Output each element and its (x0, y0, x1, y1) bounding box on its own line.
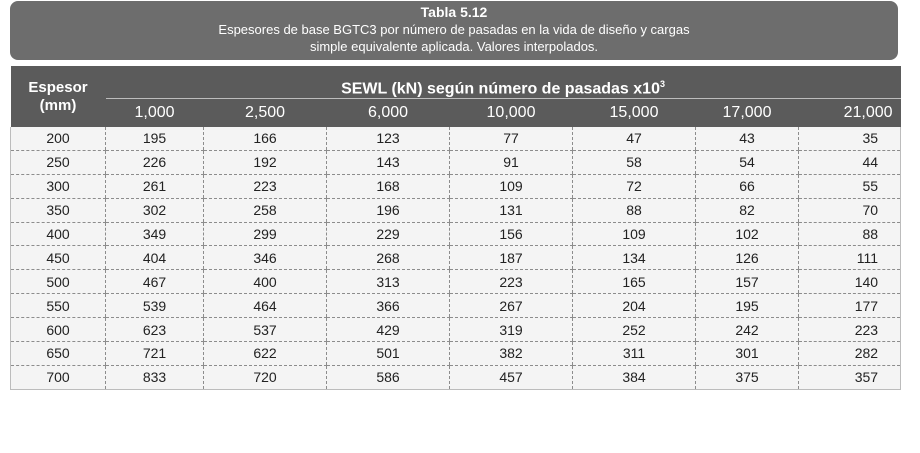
value-cell: 43 (696, 127, 799, 150)
header-espesor-label: Espesor (28, 78, 88, 96)
value-cell: 123 (327, 127, 450, 150)
value-cell: 375 (696, 365, 799, 389)
column-header: 1,000 (106, 99, 204, 128)
table-row (11, 246, 901, 270)
caption-title: Tabla 5.12 (420, 4, 488, 20)
value-cell: 623 (106, 318, 204, 342)
value-cell: 165 (573, 270, 696, 294)
value-cell: 72 (573, 174, 696, 198)
caption-line-1: Espesores de base BGTC3 por número de pasadas en la vida de diseño y cargas (218, 22, 690, 37)
value-cell: 35 (799, 127, 901, 150)
column-header-row (11, 99, 901, 128)
value-cell: 223 (799, 318, 901, 342)
value-cell: 366 (327, 294, 450, 318)
value-cell: 44 (799, 150, 901, 174)
value-cell: 501 (327, 342, 450, 366)
value-cell: 88 (799, 222, 901, 246)
espesor-cell: 500 (11, 270, 106, 294)
value-cell: 357 (799, 365, 901, 389)
value-cell: 539 (106, 294, 204, 318)
value-cell: 126 (696, 246, 799, 270)
column-header: 21,000 (799, 99, 901, 128)
header-espesor-unit: (mm) (39, 96, 77, 114)
table-row (11, 150, 901, 174)
value-cell: 166 (204, 127, 327, 150)
value-cell: 82 (696, 198, 799, 222)
value-cell: 223 (450, 270, 573, 294)
table-row (11, 270, 901, 294)
espesor-cell: 650 (11, 342, 106, 366)
espesor-cell: 200 (11, 127, 106, 150)
value-cell: 134 (573, 246, 696, 270)
value-cell: 192 (204, 150, 327, 174)
header-sewl-group (106, 66, 901, 99)
value-cell: 429 (327, 318, 450, 342)
table-row (11, 127, 901, 150)
value-cell: 319 (450, 318, 573, 342)
value-cell: 267 (450, 294, 573, 318)
value-cell: 400 (204, 270, 327, 294)
value-cell: 537 (204, 318, 327, 342)
espesor-cell: 550 (11, 294, 106, 318)
espesor-cell: 250 (11, 150, 106, 174)
header-sewl-label: SEWL (kN) según número de pasadas x10 (341, 80, 660, 97)
header-sewl-superscript: 3 (659, 78, 665, 89)
value-cell: 77 (450, 127, 573, 150)
espesor-cell: 700 (11, 365, 106, 389)
value-cell: 187 (450, 246, 573, 270)
espesor-cell: 400 (11, 222, 106, 246)
value-cell: 55 (799, 174, 901, 198)
value-cell: 242 (696, 318, 799, 342)
table-row (11, 222, 901, 246)
value-cell: 586 (327, 365, 450, 389)
value-cell: 196 (327, 198, 450, 222)
value-cell: 346 (204, 246, 327, 270)
value-cell: 111 (799, 246, 901, 270)
value-cell: 131 (450, 198, 573, 222)
value-cell: 195 (696, 294, 799, 318)
espesor-cell: 350 (11, 198, 106, 222)
table-row (11, 198, 901, 222)
column-header: 17,000 (696, 99, 799, 128)
column-header: 6,000 (327, 99, 450, 128)
value-cell: 223 (204, 174, 327, 198)
value-cell: 204 (573, 294, 696, 318)
value-cell: 168 (327, 174, 450, 198)
value-cell: 66 (696, 174, 799, 198)
value-cell: 143 (327, 150, 450, 174)
value-cell: 721 (106, 342, 204, 366)
value-cell: 47 (573, 127, 696, 150)
table-body (11, 127, 901, 389)
value-cell: 384 (573, 365, 696, 389)
value-cell: 833 (106, 365, 204, 389)
value-cell: 311 (573, 342, 696, 366)
value-cell: 140 (799, 270, 901, 294)
value-cell: 177 (799, 294, 901, 318)
value-cell: 457 (450, 365, 573, 389)
caption-line-2: simple equivalente aplicada. Valores interpolados. (309, 39, 599, 54)
espesor-cell: 600 (11, 318, 106, 342)
value-cell: 464 (204, 294, 327, 318)
value-cell: 88 (573, 198, 696, 222)
value-cell: 195 (106, 127, 204, 150)
value-cell: 70 (799, 198, 901, 222)
value-cell: 261 (106, 174, 204, 198)
header-espesor (11, 66, 106, 127)
table-caption (10, 1, 898, 60)
table-row (11, 294, 901, 318)
column-header: 15,000 (573, 99, 696, 128)
value-cell: 622 (204, 342, 327, 366)
espesor-cell: 450 (11, 246, 106, 270)
value-cell: 252 (573, 318, 696, 342)
value-cell: 91 (450, 150, 573, 174)
value-cell: 54 (696, 150, 799, 174)
value-cell: 229 (327, 222, 450, 246)
table-row (11, 365, 901, 389)
value-cell: 109 (573, 222, 696, 246)
value-cell: 282 (799, 342, 901, 366)
value-cell: 156 (450, 222, 573, 246)
value-cell: 258 (204, 198, 327, 222)
value-cell: 382 (450, 342, 573, 366)
value-cell: 102 (696, 222, 799, 246)
value-cell: 404 (106, 246, 204, 270)
column-header: 10,000 (450, 99, 573, 128)
table-row (11, 342, 901, 366)
column-header: 2,500 (204, 99, 327, 128)
espesor-cell: 300 (11, 174, 106, 198)
value-cell: 299 (204, 222, 327, 246)
value-cell: 109 (450, 174, 573, 198)
value-cell: 268 (327, 246, 450, 270)
value-cell: 720 (204, 365, 327, 389)
value-cell: 301 (696, 342, 799, 366)
value-cell: 157 (696, 270, 799, 294)
value-cell: 313 (327, 270, 450, 294)
table-row (11, 174, 901, 198)
value-cell: 302 (106, 198, 204, 222)
value-cell: 467 (106, 270, 204, 294)
value-cell: 58 (573, 150, 696, 174)
value-cell: 226 (106, 150, 204, 174)
value-cell: 349 (106, 222, 204, 246)
data-table (10, 66, 901, 390)
table-row (11, 318, 901, 342)
